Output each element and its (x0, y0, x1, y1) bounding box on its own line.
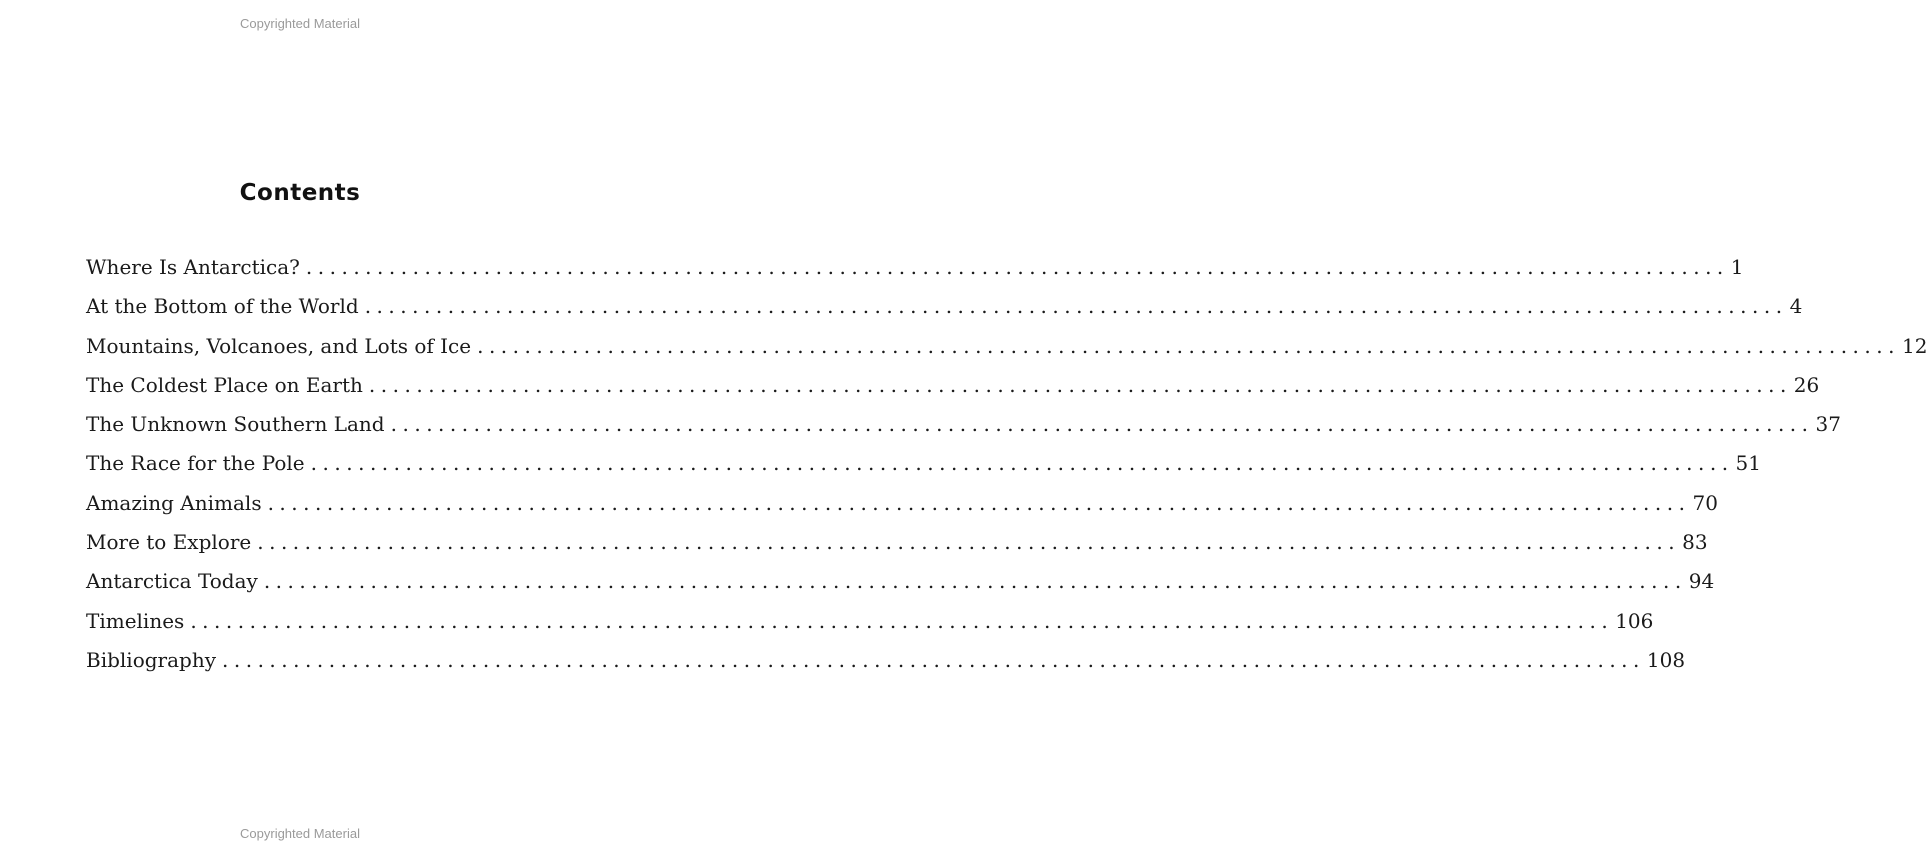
toc-entry-page: 106 (1615, 608, 1654, 633)
toc-entry-page: 94 (1688, 569, 1715, 594)
toc-entry-title: Where Is Antarctica? (86, 255, 300, 279)
toc-entry-page: 37 (1815, 412, 1841, 437)
toc-entry[interactable] (86, 287, 1803, 326)
toc-entry[interactable] (86, 327, 1927, 366)
toc-leader-dots: ........................................................................................................................ (390, 412, 1814, 437)
toc-entry-page: 70 (1692, 490, 1718, 515)
toc-entry[interactable] (86, 602, 1654, 641)
toc-entry[interactable] (86, 248, 1744, 287)
toc-entry-title: Mountains, Volcanoes, and Lots of Ice (86, 333, 472, 358)
toc-leader-dots: ........................................................................................................................ (305, 255, 1729, 279)
toc-entry-page: 4 (1789, 294, 1803, 319)
toc-entry-title: The Unknown Southern Land (86, 412, 385, 437)
toc-entry[interactable] (86, 484, 1718, 523)
toc-entry-title: Timelines (86, 608, 185, 633)
toc-leader-dots: ........................................................................................................................ (263, 569, 1687, 594)
contents-heading: Contents (239, 180, 361, 206)
toc-leader-dots: ........................................................................................................................ (267, 490, 1691, 515)
toc-entry-page: 108 (1646, 647, 1686, 672)
toc-leader-dots: ........................................................................................................................ (477, 333, 1900, 358)
toc-entry[interactable] (86, 405, 1841, 444)
toc-entry[interactable] (86, 562, 1715, 601)
toc-entry-page: 51 (1735, 451, 1761, 476)
toc-entry-title: More to Explore (86, 530, 252, 555)
toc-entry-title: At the Bottom of the World (86, 294, 359, 319)
toc-entry-title: Antarctica Today (86, 569, 258, 594)
toc-entry-page: 1 (1730, 255, 1744, 279)
toc-leader-dots: ........................................................................................................................ (310, 451, 1734, 476)
copyright-watermark-top: Copyrighted Material (240, 16, 360, 31)
toc-leader-dots: ........................................................................................................................ (190, 608, 1614, 633)
copyright-watermark-bottom: Copyrighted Material (240, 826, 360, 841)
toc-entry[interactable] (86, 523, 1708, 562)
toc-leader-dots: ........................................................................................................................ (368, 372, 1792, 397)
toc-entry-title: The Coldest Place on Earth (86, 372, 363, 397)
toc-leader-dots: ........................................................................................................................ (257, 530, 1681, 555)
table-of-contents (86, 248, 1927, 680)
toc-entry[interactable] (86, 366, 1820, 405)
toc-entry[interactable] (86, 444, 1761, 483)
toc-entry-title: Bibliography (86, 647, 216, 672)
toc-entry-page: 12 (1901, 333, 1927, 358)
toc-entry-page: 83 (1682, 530, 1708, 555)
toc-leader-dots: ........................................................................................................................ (222, 647, 1645, 672)
toc-entry-title: The Race for the Pole (86, 451, 305, 476)
toc-entry-title: Amazing Animals (86, 490, 262, 515)
toc-leader-dots: ........................................................................................................................ (364, 294, 1788, 319)
toc-entry-page: 26 (1793, 372, 1820, 397)
toc-entry[interactable] (86, 641, 1686, 680)
